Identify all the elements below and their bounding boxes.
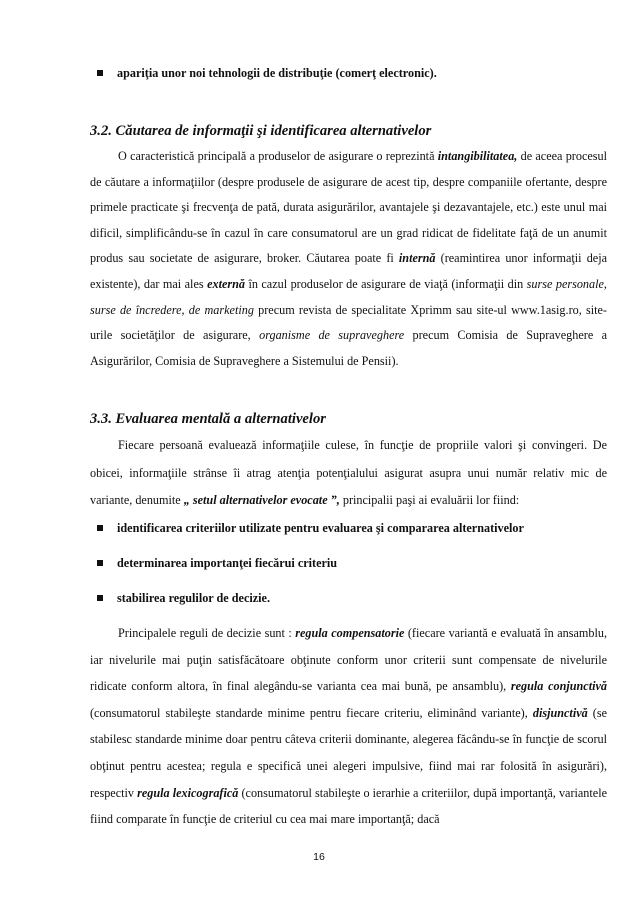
text-run: Principalele reguli de decizie sunt : — [118, 626, 296, 640]
square-bullet-icon — [97, 525, 103, 531]
emphasis-disjunctiva: disjunctivă — [532, 705, 588, 720]
bullet-text: identificarea criteriilor utilizate pentru evaluarea şi compararea alternativelor — [117, 521, 524, 535]
bullet-text: stabilirea regulilor de decizie. — [117, 591, 270, 605]
emphasis-regula-compensatorie: regula compensatorie — [295, 626, 405, 640]
text-run: (fiecare variantă e evaluată în ansamblu, iar nivelurile mai puţin satisfăcătoare obţinute conform unor criterii sunt compensate de nivelurile ridicate conform altora, în final alegându-se varianta cea mai bună, pe ansamblu), — [90, 626, 607, 694]
section-heading-3-2: 3.2. Căutarea de informaţii şi identificarea alternativelor — [90, 123, 432, 139]
emphasis-regula-lexicografica: regula lexicografică — [137, 785, 239, 800]
emphasis-set-alternative: „ setul alternativelor evocate ”, — [183, 493, 340, 507]
text-run: în cazul produselor de asigurare de viaţă (informaţii din — [244, 276, 527, 291]
square-bullet-icon — [97, 595, 103, 601]
text-run: de aceea procesul de căutare a informaţiilor (despre produsele de asigurare de acest tip, despre companiile ofertante, despre primele practicate şi frecvenţa de pată, durata asigurărilor, avantajele şi dezavantajele, etc.) este unul mai dificil, simplificându-se în cazul în care consumatorul are un grad ridicat de fidelitate faţă de un anumit produs sau societate de asigurare, broker. Căutarea poate fi — [90, 149, 607, 266]
text-run: precum revista de specialitate Xprimm sau site-ul www.1asig.ro, site-urile societăţilor de asigurare, — [90, 302, 607, 343]
page-number: 16 — [313, 851, 325, 863]
paragraph-3-3-rules — [90, 620, 607, 833]
emphasis-intangibilitatea: intangibilitatea, — [437, 149, 518, 163]
square-bullet-icon — [97, 70, 103, 76]
paragraph-3-3-intro — [90, 432, 607, 515]
emphasis-organisme: organisme de supraveghere — [259, 328, 405, 343]
paragraph-3-2 — [90, 144, 607, 374]
bullet-text: apariţia unor noi tehnologii de distribuţie (comerţ electronic). — [117, 66, 437, 80]
text-run: (consumatorul stabileşte o ierarhie a criteriilor, după importanţă, variantele fiind comparate în funcţie de criteriul cu cea mai mare importanţă; dacă — [90, 785, 607, 827]
text-run: (consumatorul stabileşte standarde minime pentru fiecare criteriu, eliminând variante), — [90, 705, 533, 720]
emphasis-regula-conjunctiva: regula conjunctivă — [510, 679, 607, 694]
text-run: precum Comisia de Supraveghere a Asigurărilor, Comisia de Supraveghere a Sistemului de Pensii). — [90, 328, 608, 368]
square-bullet-icon — [97, 560, 103, 566]
emphasis-externa: externă — [207, 276, 245, 291]
list-item — [97, 556, 598, 571]
emphasis-surse: surse personale, surse de încredere, de marketing — [90, 276, 607, 317]
text-run: principalii paşi ai evaluării lor fiind: — [339, 493, 520, 507]
text-run: O caracteristică principală a produselor de asigurare o reprezintă — [118, 149, 438, 163]
text-run: Fiecare persoană evaluează informaţiile culese, în funcţie de propriile valori şi convingeri. De obicei, informaţiile strânse îi atrag atenţia potenţialului asigurat asupra unui număr relativ mic de variante, denumite — [90, 438, 607, 507]
bullet-text: determinarea importanţei fiecărui criteriu — [117, 556, 338, 570]
list-item — [97, 66, 598, 81]
list-item — [97, 521, 598, 536]
emphasis-interna: internă — [398, 251, 436, 266]
text-run: (se stabilesc standarde minime doar pentru câteva criterii dominante, alegerea făcându-se în funcţie de scorul obţinut pentru acestea; regula e specifică unei alegeri impulsive, fiind mai rar folosită în asigurări), respectiv — [90, 705, 607, 800]
list-item — [97, 591, 598, 606]
section-heading-3-3: 3.3. Evaluarea mentală a alternativelor — [90, 411, 326, 427]
text-run: (reamintirea unor informaţii deja existente), dar mai ales — [90, 251, 608, 291]
